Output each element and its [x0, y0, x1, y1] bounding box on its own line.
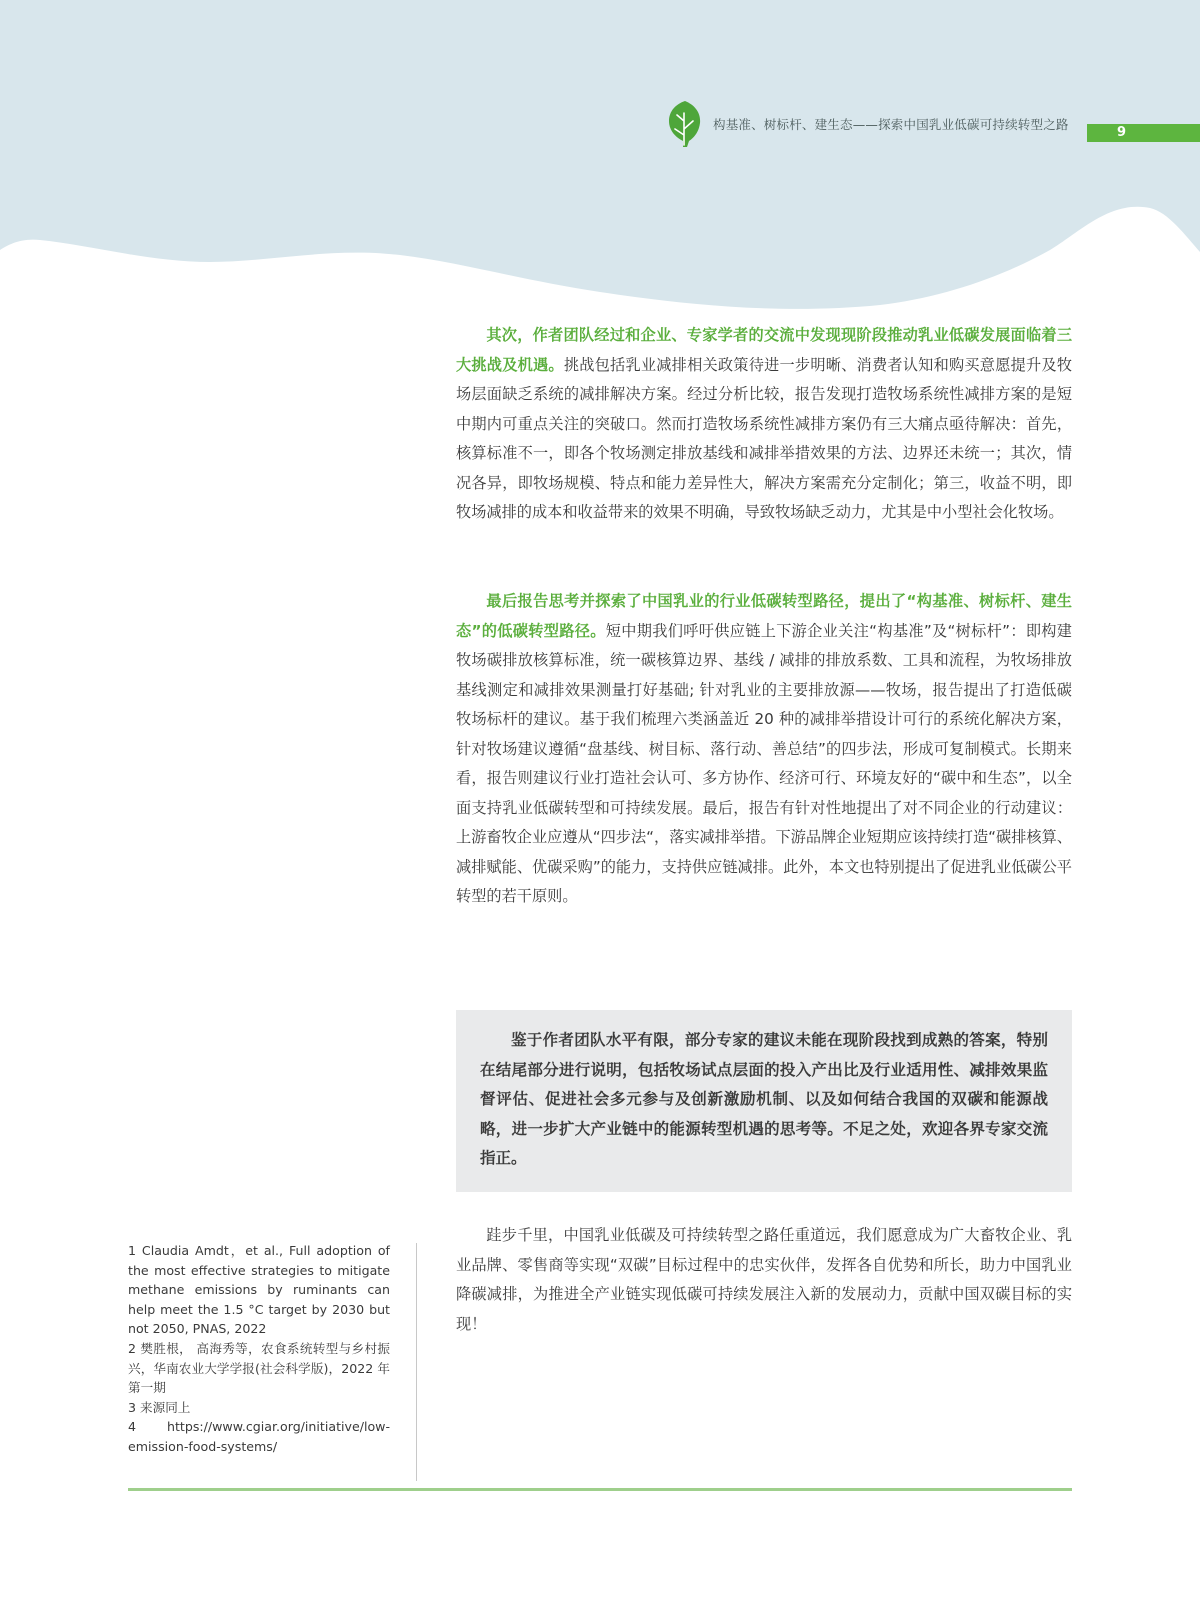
footnote-divider [416, 1243, 417, 1481]
page-number-box [1087, 124, 1200, 142]
running-title: 构基准、树标杆、建生态——探索中国乳业低碳可持续转型之路 [713, 117, 1069, 132]
wave-shape [0, 0, 1200, 309]
footnote-4: 4 https://www.cgiar.org/initiative/low-emission-food-systems/ [128, 1419, 390, 1454]
bottom-rule [128, 1488, 1072, 1491]
callout-box [456, 1010, 1072, 1192]
leaf-logo-icon [665, 99, 705, 149]
paragraph-transition-highlight: 最后报告思考并探索了中国乳业的行业低碳转型路径，提出了“构基准、树标杆、建生态”的低碳转型路径。 [456, 592, 1072, 640]
paragraph-transition-path [456, 587, 1072, 912]
paragraph-closing-text: 跬步千里，中国乳业低碳及可持续转型之路任重道远，我们愿意成为广大畜牧企业、乳业品牌、零售商等实现“双碳”目标过程中的忠实伙伴，发挥各自优势和所长，助力中国乳业降碳减排，为推进全产业链实现低碳可持续发展注入新的发展动力，贡献中国双碳目标的实现！ [456, 1226, 1072, 1333]
paragraph-closing [456, 1221, 1072, 1339]
footnote-1: 1 Claudia Amdt，et al., Full adoption of the most effective strategies to mitigate methane emissions by ruminants can help meet the 1.5 °C target by 2030 but not 2050, PNAS, 2022 [128, 1243, 390, 1337]
header-wave-background [0, 0, 1200, 320]
footnote-2: 2 樊胜根， 高海秀等，农食系统转型与乡村振兴，华南农业大学学报(社会科学版)，2022 年第一期 [128, 1340, 390, 1396]
footnote-3: 3 来源同上 [128, 1399, 191, 1415]
page-number: 9 [1117, 125, 1127, 140]
running-header [665, 98, 1069, 150]
footnotes [128, 1241, 390, 1457]
paragraph-challenges-highlight: 其次，作者团队经过和企业、专家学者的交流中发现现阶段推动乳业低碳发展面临着三大挑战及机遇。 [456, 326, 1072, 374]
paragraph-challenges [456, 321, 1072, 528]
paragraph-challenges-text: 挑战包括乳业减排相关政策待进一步明晰、消费者认知和购买意愿提升及牧场层面缺乏系统的减排解决方案。经过分析比较，报告发现打造牧场系统性减排方案的是短中期内可重点关注的突破口。然而打造牧场系统性减排方案仍有三大痛点亟待解决：首先，核算标准不一，即各个牧场测定排放基线和减排举措效果的方法、边界还未统一；其次，情况各异，即牧场规模、特点和能力差异性大，解决方案需充分定制化；第三，收益不明，即牧场减排的成本和收益带来的效果不明确，导致牧场缺乏动力，尤其是中小型社会化牧场。 [456, 355, 1073, 521]
paragraph-transition-text: 短中期我们呼吁供应链上下游企业关注“构基准”及“树标杆”：即构建牧场碳排放核算标准，统一碳核算边界、基线 / 减排的排放系数、工具和流程，为牧场排放基线测定和减排效果测量打好基础; 针对乳业的主要排放源——牧场，报告提出了打造低碳牧场标杆的建议。基于我们梳理六类涵盖近 20 种的减排举措设计可行的系统化解决方案，针对牧场建议遵循“盘基线、树目标、落行动、善总结”的四步法，形成可复制模式。长期来看，报告则建议行业打造社会认可、多方协作、经济可行、环境友好的“碳中和生态”，以全面支持乳业低碳转型和可持续发展。最后，报告有针对性地提出了对不同企业的行动建议：上游畜牧企业应遵从“四步法“，落实减排举措。下游品牌企业短期应该持续打造“碳排核算、减排赋能、优碳采购”的能力，支持供应链减排。此外，本文也特别提出了促进乳业低碳公平转型的若干原则。 [456, 621, 1072, 905]
callout-text: 鉴于作者团队水平有限，部分专家的建议未能在现阶段找到成熟的答案，特别在结尾部分进行说明，包括牧场试点层面的投入产出比及行业适用性、减排效果监督评估、促进社会多元参与及创新激励机制、以及如何结合我国的双碳和能源战略，进一步扩大产业链中的能源转型机遇的思考等。不足之处，欢迎各界专家交流指正。 [480, 1031, 1048, 1167]
